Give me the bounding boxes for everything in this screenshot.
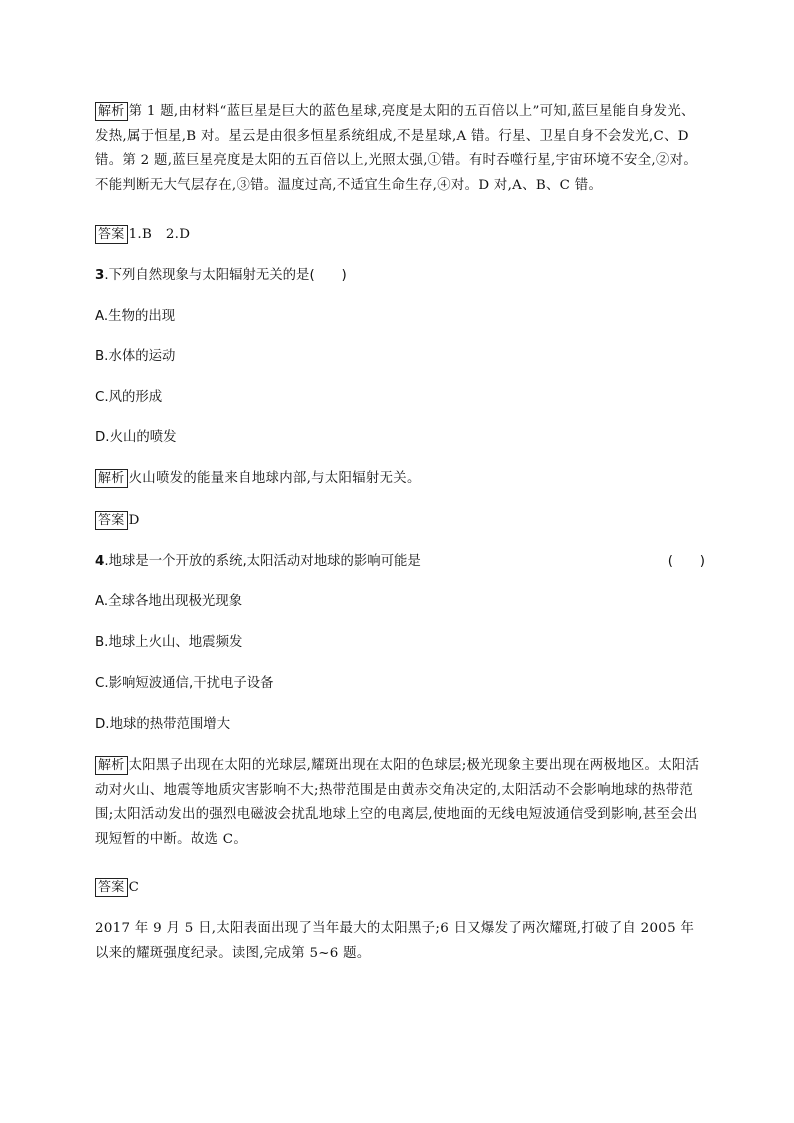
answer-text: 1.B 2.D [128, 227, 191, 242]
answer-text: C [128, 880, 140, 895]
q4-answer [95, 876, 705, 901]
analysis-tag: 解析 [95, 756, 128, 775]
q4-option-b: B.地球上火山、地震频发 [95, 635, 243, 650]
question-4-stem [95, 552, 705, 572]
q3-option-a: A.生物的出现 [95, 309, 176, 324]
q3-option-b: B.水体的运动 [95, 349, 176, 364]
q4-option-d: D.地球的热带范围增大 [95, 717, 231, 732]
answer-tag: 答案 [95, 878, 128, 897]
answer-parentheses: ( ) [667, 554, 705, 569]
answer-tag: 答案 [95, 225, 128, 244]
question-3-stem [95, 266, 705, 286]
question-text: .下列自然现象与太阳辐射无关的是( ) [104, 268, 347, 283]
q3-analysis [95, 467, 705, 492]
q4-analysis [95, 754, 705, 852]
analysis-tag: 解析 [95, 102, 128, 121]
analysis-text: 太阳黑子出现在太阳的光球层,耀斑出现在太阳的色球层;极光现象主要出现在两极地区。太阳活动对火山、地震等地质灾害影响不大;热带范围是由黄赤交角决定的,太阳活动不会影响地球的热带范围;太阳活动发出的强烈电磁波会扰乱地球上空的电离层,使地面的无线电短波通信受到影响,甚至会出现短暂的中断。故选 C。 [95, 758, 700, 847]
question-number: 3 [95, 268, 105, 283]
answer-tag: 答案 [95, 511, 128, 530]
analysis-text: 火山喷发的能量来自地球内部,与太阳辐射无关。 [128, 471, 421, 486]
analysis-tag: 解析 [95, 469, 128, 488]
analysis-block-1-2 [95, 100, 705, 198]
material-intro: 2017 年 9 月 5 日,太阳表面出现了当年最大的太阳黑子;6 日又爆发了两次耀斑,打破了自 2005 年以来的耀斑强度纪录。读图,完成第 5~6 题。 [95, 921, 695, 961]
question-number: 4 [95, 554, 105, 569]
q3-option-d: D.火山的喷发 [95, 430, 177, 445]
q3-answer [95, 509, 705, 534]
q4-option-c: C.影响短波通信,干扰电子设备 [95, 676, 274, 691]
q3-option-c: C.风的形成 [95, 390, 163, 405]
question-text: .地球是一个开放的系统,太阳活动对地球的影响可能是 [104, 554, 421, 569]
answer-text: D [128, 513, 140, 528]
analysis-text: 第 1 题,由材料“蓝巨星是巨大的蓝色星球,亮度是太阳的五百倍以上”可知,蓝巨星能自身发光、发热,属于恒星,B 对。星云是由很多恒星系统组成,不是星球,A 错。行星、卫星自身不会发光,C、D 错。第 2 题,蓝巨星亮度是太阳的五百倍以上,光照太强,①错。有时吞噬行星,宇宙环境不安全,②对。不能判断无大气层存在,③错。温度过高,不适宜生命生存,④对。D 对,A、B、C 错。 [95, 104, 698, 193]
answer-block-1-2 [95, 223, 705, 248]
q4-option-a: A.全球各地出现极光现象 [95, 594, 243, 609]
